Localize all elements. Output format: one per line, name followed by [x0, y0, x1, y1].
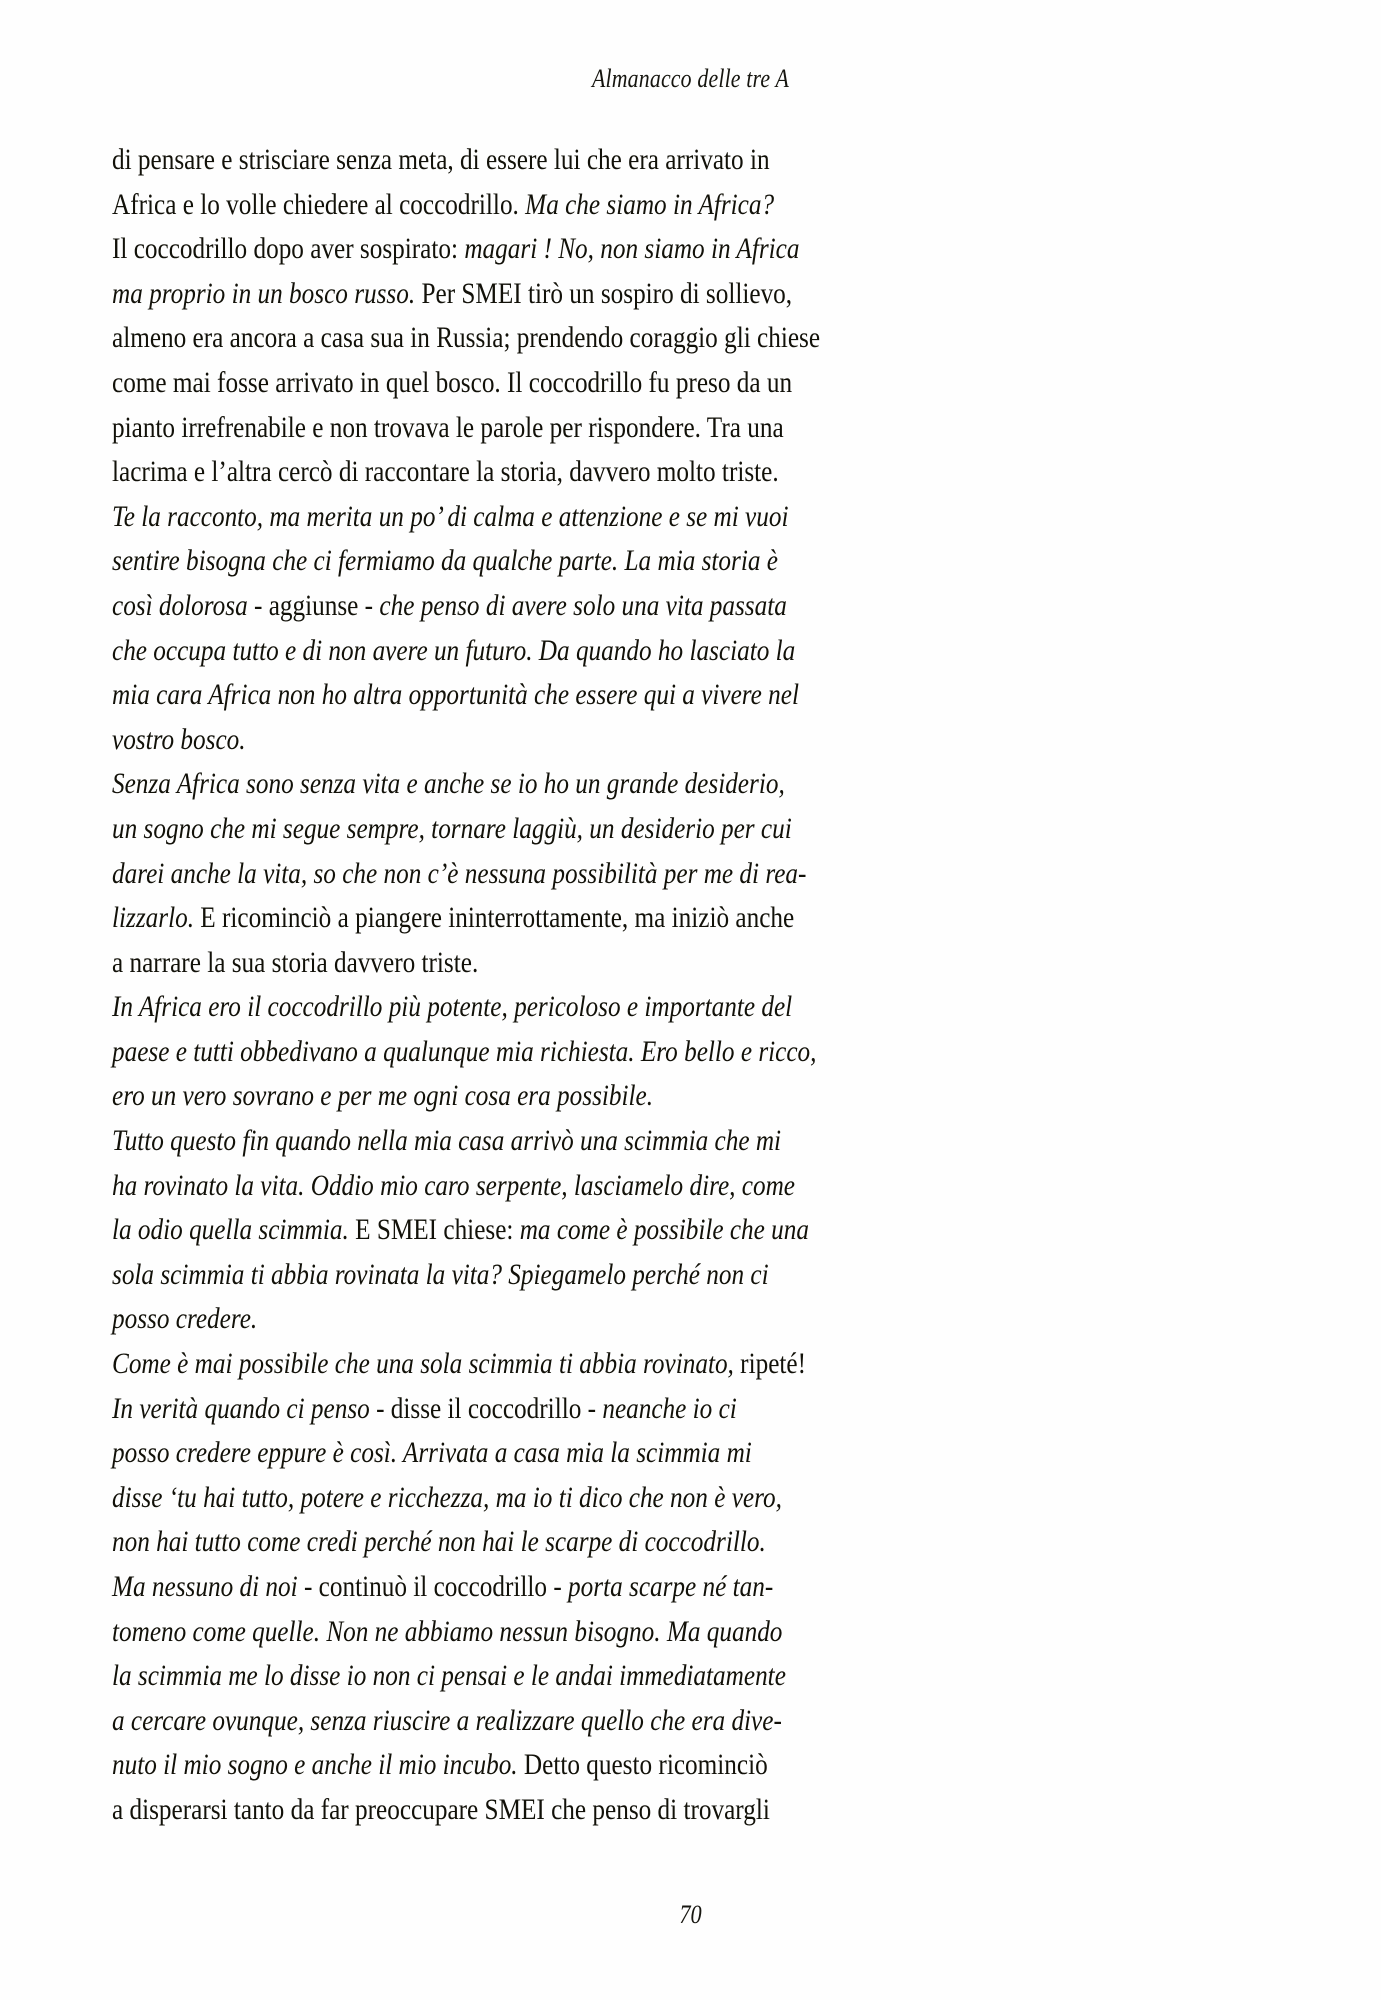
- running-head: Almanacco delle tre A: [591, 64, 790, 93]
- text-line: [112, 1743, 948, 1788]
- text-line: [112, 1520, 948, 1565]
- roman-run: E ricominciò a piangere ininterrottamente, ma iniziò anche: [193, 902, 795, 935]
- text-line: [112, 138, 948, 183]
- italic-run: In Africa ero il coccodrillo più potente, pericoloso e importante del: [112, 991, 793, 1024]
- italic-run: nuto il mio sogno e anche il mio incubo.: [112, 1749, 518, 1782]
- text-line: [112, 1431, 948, 1476]
- text-line: [112, 1387, 948, 1432]
- roman-run: ripeté!: [733, 1348, 807, 1381]
- italic-run: tomeno come quelle. Non ne abbiamo nessun bisogno. Ma quando: [112, 1615, 783, 1648]
- text-line: [112, 1297, 948, 1342]
- text-line: [112, 1610, 948, 1655]
- roman-run: Africa e lo volle chiedere al coccodrillo.: [112, 188, 526, 221]
- text-line: [112, 1030, 948, 1075]
- text-line: [112, 762, 948, 807]
- italic-run: porta scarpe né tan-: [568, 1571, 774, 1603]
- roman-run: - continuò il coccodrillo -: [297, 1571, 569, 1603]
- roman-run: come mai fosse arrivato in quel bosco. Il coccodrillo fu preso da un: [112, 366, 793, 399]
- italic-run: ma proprio in un bosco russo.: [112, 277, 416, 310]
- text-line: [112, 227, 948, 272]
- text-line: [112, 896, 948, 941]
- text-line: [112, 1654, 948, 1699]
- italic-run: sentire bisogna che ci fermiamo da qualche parte. La mia storia è: [112, 545, 778, 578]
- roman-run: a disperarsi tanto da far preoccupare SMEI che penso di trovargli: [112, 1793, 770, 1826]
- italic-run: ha rovinato la vita. Oddio mio caro serpente, lasciamelo dire, come: [112, 1169, 795, 1202]
- roman-run: di pensare e strisciare senza meta, di essere lui che era arrivato in: [112, 144, 770, 176]
- italic-run: la scimmia me lo disse io non ci pensai e le andai immediatamente: [112, 1660, 786, 1693]
- italic-run: la odio quella scimmia.: [112, 1214, 349, 1247]
- text-line: [112, 1208, 948, 1253]
- italic-run: Ma nessuno di noi: [112, 1571, 298, 1603]
- text-line: [112, 584, 948, 629]
- italic-run: Senza Africa sono senza vita e anche se io ho un grande desiderio,: [112, 768, 785, 801]
- text-line: [112, 1074, 948, 1119]
- italic-run: Te la racconto, ma merita un po’ di calma e attenzione e se mi vuoi: [112, 500, 789, 533]
- roman-run: lacrima e l’altra cercò di raccontare la storia, davvero molto triste.: [112, 456, 779, 489]
- roman-run: almeno era ancora a casa sua in Russia; prendendo coraggio gli chiese: [112, 322, 821, 355]
- italic-run: Ma che siamo in Africa?: [525, 188, 775, 221]
- italic-run: così dolorosa -: [112, 589, 269, 622]
- text-line: [112, 807, 948, 852]
- text-line: [112, 673, 948, 718]
- text-line: [112, 1164, 948, 1209]
- italic-run: darei anche la vita, so che non c’è nessuna possibilità per me di rea-: [112, 857, 807, 890]
- text-line: [112, 495, 948, 540]
- italic-run: magari ! No, non siamo in Africa: [464, 233, 800, 266]
- text-line: [112, 718, 948, 763]
- roman-run: Il coccodrillo dopo aver sospirato:: [112, 233, 465, 266]
- text-line: [112, 539, 948, 584]
- text-line: [112, 1476, 948, 1521]
- italic-run: Tutto questo fin quando nella mia casa arrivò una scimmia che mi: [112, 1125, 782, 1158]
- roman-run: Detto questo ricominciò: [517, 1749, 768, 1782]
- text-line: [112, 629, 948, 674]
- italic-run: sola scimmia ti abbia rovinata la vita? Spiegamelo perché non ci: [112, 1258, 769, 1291]
- body-paragraph: [112, 138, 948, 1833]
- text-line: [112, 1565, 948, 1610]
- roman-run: Per SMEI tirò un sospiro di sollievo,: [415, 277, 793, 310]
- italic-run: che occupa tutto e di non avere un futuro. Da quando ho lasciato la: [112, 634, 796, 667]
- roman-run: pianto irrefrenabile e non trovava le parole per rispondere. Tra una: [112, 411, 784, 444]
- text-line: [112, 852, 948, 897]
- roman-run: aggiunse: [268, 589, 359, 622]
- italic-run: Come è mai possibile che una sola scimmia ti abbia rovinato,: [112, 1348, 734, 1381]
- text-line: [112, 1699, 948, 1744]
- text-line: [112, 1788, 948, 1833]
- italic-run: ma come è possibile che una: [519, 1214, 809, 1247]
- italic-run: lizzarlo.: [112, 902, 194, 935]
- roman-run: a narrare la sua storia davvero triste.: [112, 946, 479, 979]
- text-line: [112, 406, 948, 451]
- italic-run: posso credere eppure è così. Arrivata a casa mia la scimmia mi: [112, 1437, 752, 1470]
- italic-run: paese e tutti obbedivano a qualunque mia richiesta. Ero bello e ricco,: [112, 1035, 817, 1068]
- italic-run: vostro bosco.: [112, 723, 246, 756]
- text-line: [112, 183, 948, 228]
- text-line: [112, 316, 948, 361]
- body-text-block: [112, 138, 948, 1833]
- text-line: [112, 1253, 948, 1298]
- text-line: [112, 1119, 948, 1164]
- italic-run: In verità quando ci penso: [112, 1392, 370, 1425]
- page-number: 70: [679, 1900, 702, 1929]
- roman-run: E SMEI chiese:: [348, 1214, 520, 1247]
- text-line: [112, 1342, 948, 1387]
- italic-run: a cercare ovunque, senza riuscire a realizzare quello che era dive-: [112, 1704, 782, 1737]
- italic-run: disse ‘tu hai tutto, potere e ricchezza, ma io ti dico che non è vero,: [112, 1481, 782, 1514]
- text-line: [112, 941, 948, 986]
- italic-run: non hai tutto come credi perché non hai le scarpe di coccodrillo.: [112, 1526, 766, 1559]
- italic-run: - che penso di avere solo una vita passata: [358, 589, 787, 622]
- text-line: [112, 985, 948, 1030]
- text-line: [112, 361, 948, 406]
- italic-run: neanche io ci: [602, 1392, 737, 1425]
- italic-run: posso credere.: [112, 1303, 258, 1336]
- text-line: [112, 450, 948, 495]
- text-line: [112, 272, 948, 317]
- roman-run: - disse il coccodrillo -: [369, 1392, 603, 1425]
- italic-run: ero un vero sovrano e per me ogni cosa era possibile.: [112, 1080, 654, 1113]
- italic-run: un sogno che mi segue sempre, tornare laggiù, un desiderio per cui: [112, 812, 792, 845]
- italic-run: mia cara Africa non ho altra opportunità che essere qui a vivere nel: [112, 679, 799, 712]
